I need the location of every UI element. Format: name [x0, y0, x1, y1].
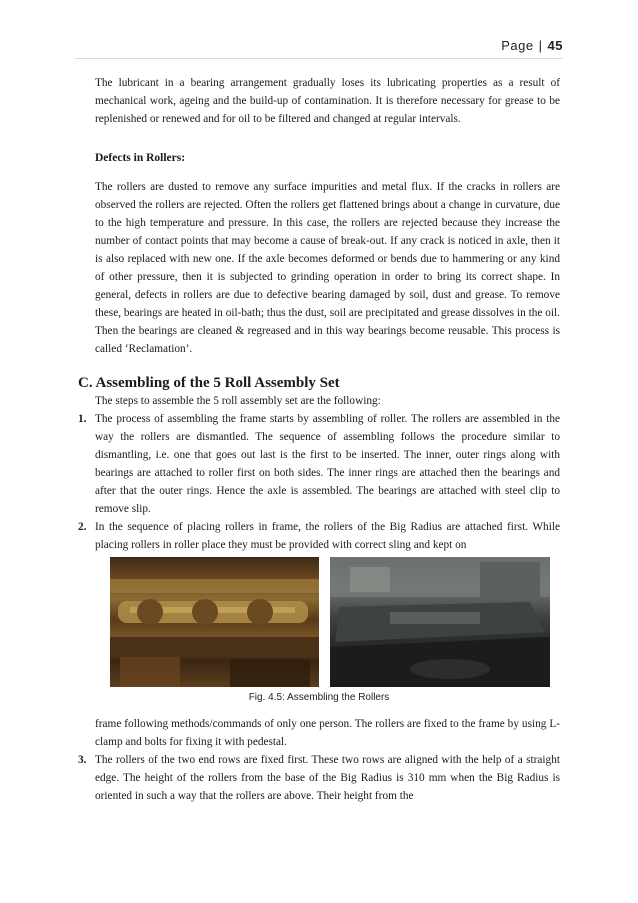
- list-text: The process of assembling the frame starts by assembling of roller. The rollers are assembled in the way the rollers are dismantled. The sequence of assembling follows the procedure similar to dismantling, i.e. one that goes out last is the first to be inserted. The inner, outer rings along with bearings are attached to roller first on both sides. The inner rings are attached then the bearings and after that the outer rings. Hence the axle is assembled. The bearings are attached with steel clip to remove slip.: [95, 413, 560, 515]
- list-text: In the sequence of placing rollers in frame, the rollers of the Big Radius are attached first. While placing rollers in roller place they must be provided with correct sling and kept on: [95, 521, 560, 551]
- continuation-paragraph: frame following methods/commands of only one person. The rollers are fixed to the frame by using L-clamp and bolts for fixing it with pedestal.: [95, 718, 560, 748]
- defects-paragraph: The rollers are dusted to remove any surface impurities and metal flux. If the cracks in rollers are observed the rollers are rejected. Often the rollers get flattened brings about a change in curvature, due to the high temperature and pressure. In this case, the rollers are rejected because they increase the number of contact points that may become a cause of break-out. If any crack is noticed in axle, then it is also replaced with new one. If the axle becomes deformed or bends due to hammering or any kind of other pressure, then it is subjected to grinding operation in order to bring its correct shape. In general, defects in rollers are due to defective bearing damaged by soil, dust and grease. To remove these, bearings are heated in oil-bath; thus the dust, soil are precipitated and grease dissolves in the oil. Then the bearings are cleaned & regreased and in this way bearings become reusable. This process is called ‘Reclamation’.: [95, 181, 560, 355]
- roller-assembly-photo: [110, 557, 319, 687]
- figure-photos: [110, 557, 550, 687]
- workshop-floor-photo: [330, 557, 550, 687]
- page-number: 45: [547, 38, 563, 53]
- intro-paragraph: The steps to assemble the 5 roll assembly set are the following:: [95, 395, 381, 407]
- list-number: 1.: [78, 413, 87, 425]
- section-title: C. Assembling of the 5 Roll Assembly Set: [78, 375, 340, 391]
- header-separator: |: [538, 38, 543, 53]
- header-rule: [75, 58, 563, 59]
- list-text: The rollers of the two end rows are fixed first. These two rows are aligned with the help of a straight edge. The height of the rollers from the base of the Big Radius is 310 mm when the Big Radius is oriented in such a way that the rollers are above. Their height from the: [95, 754, 560, 802]
- lubricant-paragraph: The lubricant in a bearing arrangement gradually loses its lubricating properties as a result of mechanical work, ageing and the build-up of contamination. It is therefore necessary for grease to be replenished or renewed and for oil to be filtered and changed at regular intervals.: [95, 77, 560, 125]
- figure-caption: Fig. 4.5: Assembling the Rollers: [248, 692, 390, 703]
- list-number: 2.: [78, 521, 87, 533]
- list-item: [78, 751, 560, 805]
- list-item: [78, 518, 560, 554]
- defects-heading: Defects in Rollers:: [95, 152, 186, 164]
- list-item: [78, 410, 560, 518]
- page-label: Page: [501, 38, 534, 53]
- list-number: 3.: [78, 754, 87, 766]
- page-header: [501, 38, 563, 53]
